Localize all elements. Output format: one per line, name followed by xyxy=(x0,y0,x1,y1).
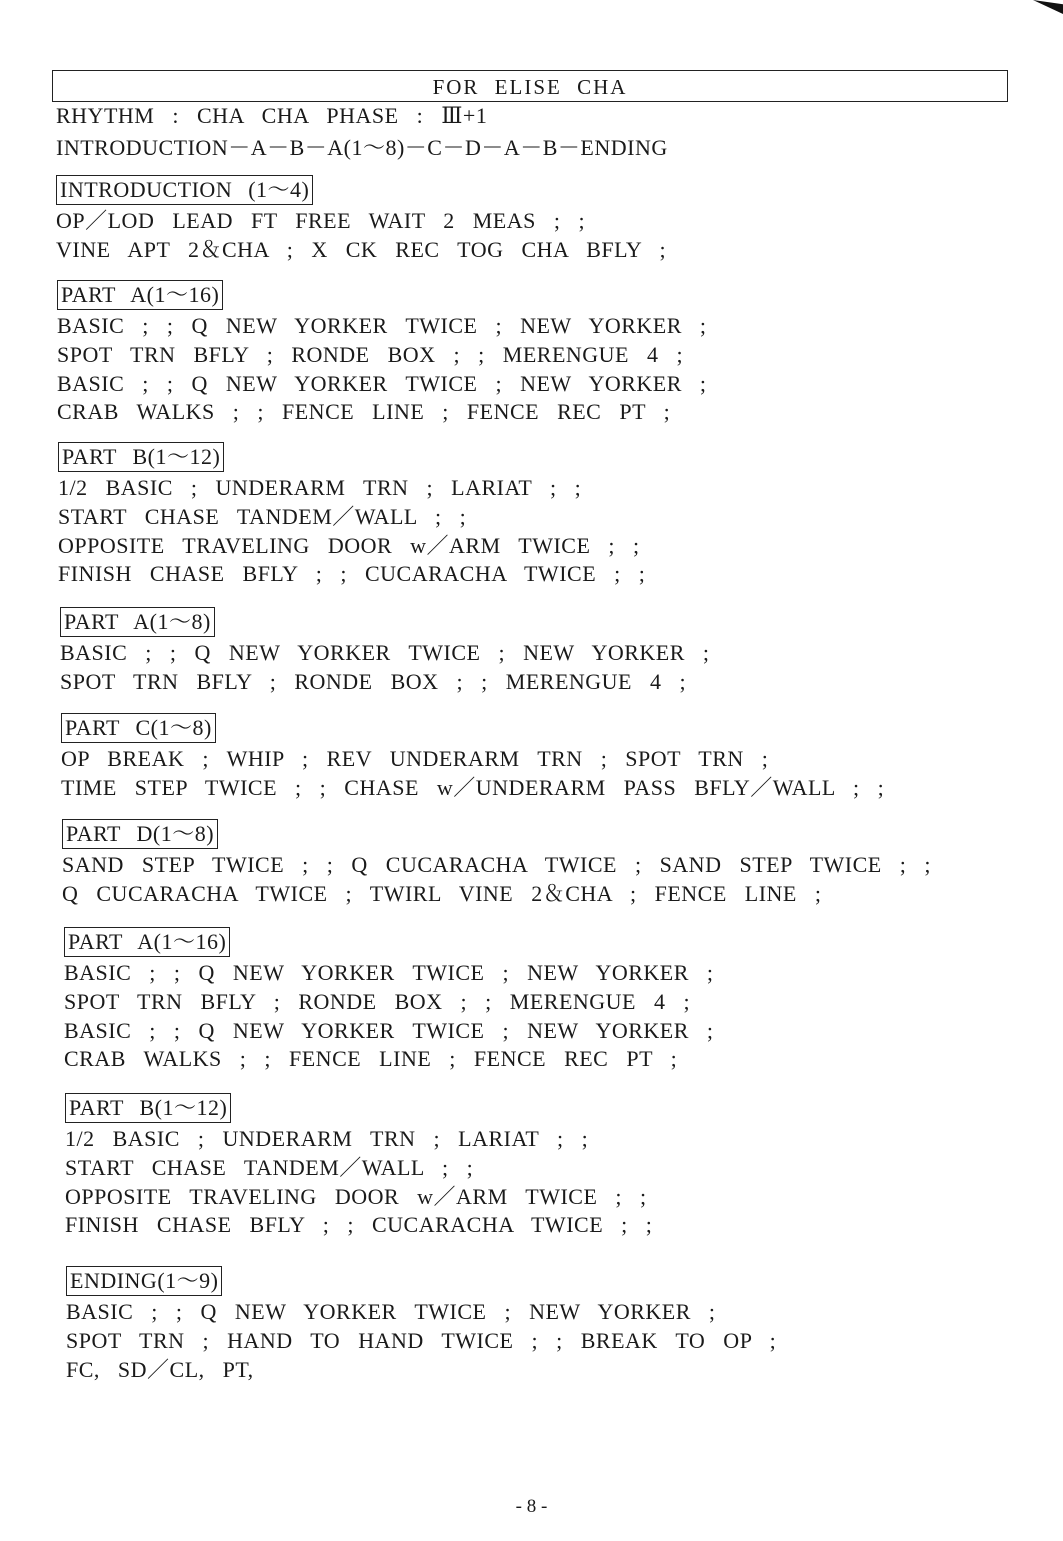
section-line: 1/2 BASIC ; UNDERARM TRN ; LARIAT ; ; xyxy=(58,475,582,500)
section-line: 1/2 BASIC ; UNDERARM TRN ; LARIAT ; ; xyxy=(65,1126,589,1151)
section-label: PART B(1～12) xyxy=(65,1093,231,1123)
section-line: BASIC ; ; Q NEW YORKER TWICE ; NEW YORKER ; xyxy=(64,960,714,985)
section-line: START CHASE TANDEM／WALL ; ; xyxy=(58,503,467,529)
section-line: TIME STEP TWICE ; ; CHASE w／UNDERARM PASS BFLY／WALL ; ; xyxy=(61,774,885,800)
section-line: CRAB WALKS ; ; FENCE LINE ; FENCE REC PT ; xyxy=(57,399,671,425)
section-line: VINE APT 2＆CHA ; X CK REC TOG CHA BFLY ; xyxy=(56,236,667,262)
section-introduction xyxy=(56,175,666,265)
section-label: PART A(1～16) xyxy=(57,280,223,310)
title-box xyxy=(52,70,1008,102)
sequence-line: INTRODUCTION－A－B－A(1～8)－C－D－A－B－ENDING xyxy=(56,135,668,160)
section-line: OPPOSITE TRAVELING DOOR w／ARM TWICE ; ; xyxy=(65,1183,647,1209)
section-label: PART A(1～16) xyxy=(64,927,230,957)
scan-corner-mark xyxy=(1033,0,1063,14)
section-part-a-2 xyxy=(60,607,710,697)
section-line: SPOT TRN BFLY ; RONDE BOX ; ; MERENGUE 4 ; xyxy=(60,668,687,694)
section-line: OP BREAK ; WHIP ; REV UNDERARM TRN ; SPOT TRN ; xyxy=(61,746,769,771)
section-part-d xyxy=(62,819,931,909)
section-line: BASIC ; ; Q NEW YORKER TWICE ; NEW YORKER ; xyxy=(64,1017,714,1043)
section-line: BASIC ; ; Q NEW YORKER TWICE ; NEW YORKER ; xyxy=(60,640,710,665)
section-part-b-2 xyxy=(65,1093,652,1240)
section-part-a-1 xyxy=(57,280,707,427)
section-line: SPOT TRN BFLY ; RONDE BOX ; ; MERENGUE 4 ; xyxy=(57,341,684,367)
section-part-c xyxy=(61,713,884,803)
section-ending xyxy=(66,1266,776,1384)
section-line: SPOT TRN ; HAND TO HAND TWICE ; ; BREAK TO OP ; xyxy=(66,1327,777,1353)
section-line: OP／LOD LEAD FT FREE WAIT 2 MEAS ; ; xyxy=(56,208,586,233)
section-line: SAND STEP TWICE ; ; Q CUCARACHA TWICE ; SAND STEP TWICE ; ; xyxy=(62,852,931,877)
section-line: FINISH CHASE BFLY ; ; CUCARACHA TWICE ; ; xyxy=(58,561,646,587)
section-line: Q CUCARACHA TWICE ; TWIRL VINE 2＆CHA ; FENCE LINE ; xyxy=(62,880,822,906)
section-label: PART C(1～8) xyxy=(61,713,216,743)
section-line: BASIC ; ; Q NEW YORKER TWICE ; NEW YORKER ; xyxy=(57,370,707,396)
section-line: FINISH CHASE BFLY ; ; CUCARACHA TWICE ; ; xyxy=(65,1212,653,1238)
dance-title: FOR ELISE CHA xyxy=(432,75,628,99)
section-line: START CHASE TANDEM／WALL ; ; xyxy=(65,1154,474,1180)
section-line: SPOT TRN BFLY ; RONDE BOX ; ; MERENGUE 4 ; xyxy=(64,988,691,1014)
page-number: - 8 - xyxy=(515,1496,548,1517)
rhythm-phase-line: RHYTHM : CHA CHA PHASE : Ⅲ+1 xyxy=(56,103,488,128)
section-label: PART B(1～12) xyxy=(58,442,224,472)
section-part-a-3 xyxy=(64,927,714,1074)
section-label: INTRODUCTION (1～4) xyxy=(56,175,313,205)
section-line: OPPOSITE TRAVELING DOOR w／ARM TWICE ; ; xyxy=(58,532,640,558)
section-label: PART D(1～8) xyxy=(62,819,218,849)
section-label: PART A(1～8) xyxy=(60,607,215,637)
section-line: BASIC ; ; Q NEW YORKER TWICE ; NEW YORKER ; xyxy=(57,313,707,338)
section-line: CRAB WALKS ; ; FENCE LINE ; FENCE REC PT ; xyxy=(64,1046,678,1072)
section-line: BASIC ; ; Q NEW YORKER TWICE ; NEW YORKER ; xyxy=(66,1299,716,1324)
section-line: FC, SD／CL, PT, xyxy=(66,1356,254,1382)
section-part-b-1 xyxy=(58,442,645,589)
section-label: ENDING(1～9) xyxy=(66,1266,222,1296)
